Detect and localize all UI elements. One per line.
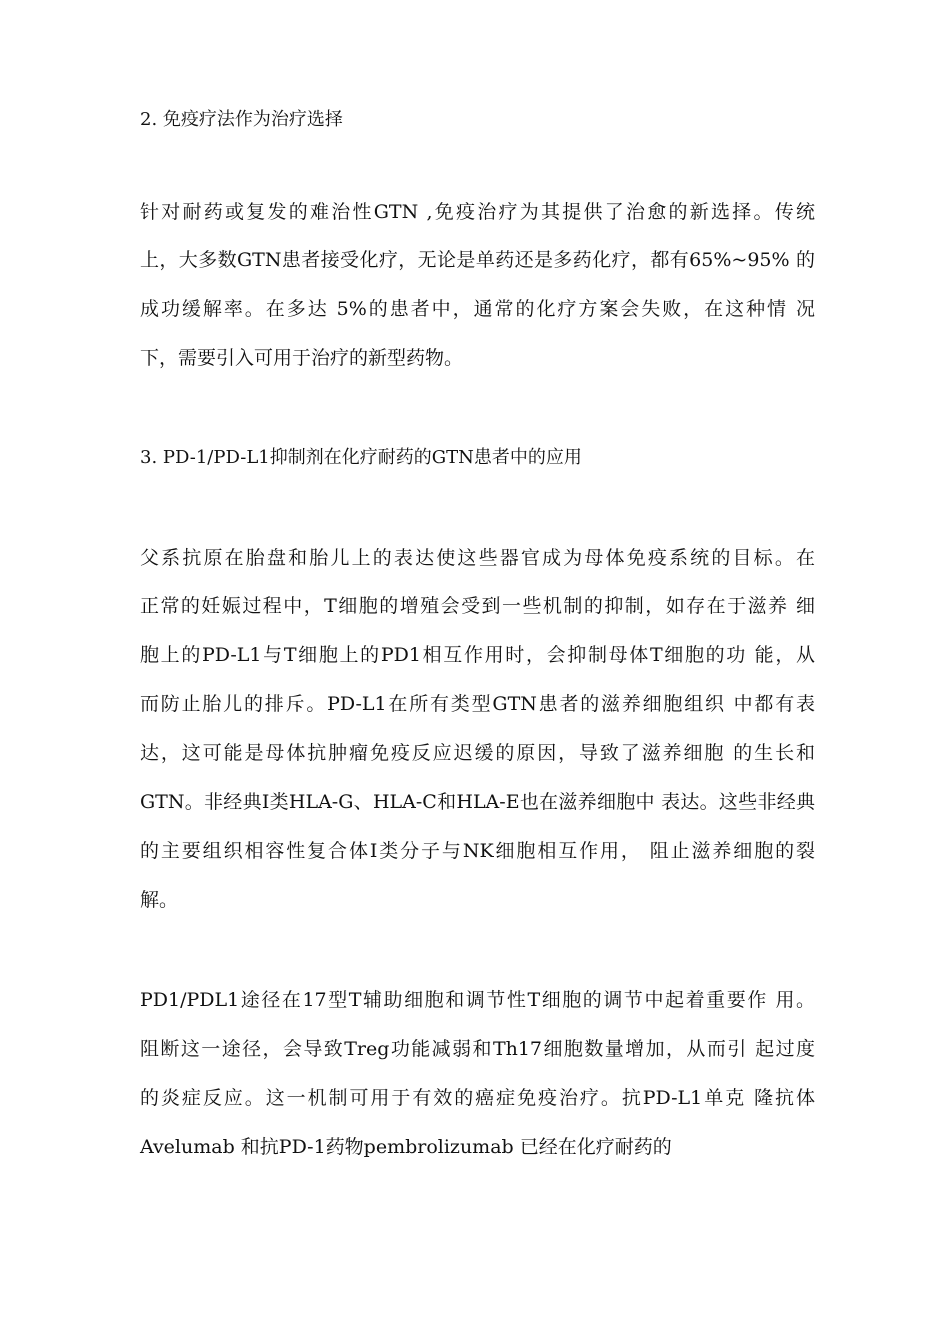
paragraph-line: 成功缓解率。在多达 5%的患者中，通常的化疗方案会失败，在这种情 况	[140, 298, 815, 320]
paragraph-line: 正常的妊娠过程中，T细胞的增殖会受到一些机制的抑制，如存在于滋养 细	[140, 595, 815, 617]
section-2-heading: 2. 免疫疗法作为治疗选择	[140, 109, 343, 130]
paragraph-line: 下，需要引入可用于治疗的新型药物。	[140, 347, 464, 369]
paragraph-line: 而防止胎儿的排斥。PD-L1在所有类型GTN患者的滋养细胞组织 中都有表	[140, 693, 815, 715]
paragraph-line: 达，这可能是母体抗肿瘤免疫反应迟缓的原因，导致了滋养细胞 的生长和	[140, 742, 815, 764]
paragraph-line: PD1/PDL1途径在17型T辅助细胞和调节性T细胞的调节中起着重要作 用。	[140, 989, 815, 1011]
paragraph-line: Avelumab 和抗PD-1药物pembrolizumab 已经在化疗耐药的	[140, 1136, 672, 1158]
paragraph-line: 解。	[140, 889, 179, 911]
paragraph-line: 阻断这一途径，会导致Treg功能减弱和Th17细胞数量增加，从而引 起过度	[140, 1038, 815, 1060]
paragraph-line: 胞上的PD-L1与T细胞上的PD1相互作用时，会抑制母体T细胞的功 能，从	[140, 644, 815, 666]
paragraph-line: 的主要组织相容性复合体I类分子与NK细胞相互作用， 阻止滋养细胞的裂	[140, 840, 815, 862]
paragraph-line: 针对耐药或复发的难治性GTN ,免疫治疗为其提供了治愈的新选择。传统	[140, 201, 815, 223]
paragraph-line: 上，大多数GTN患者接受化疗，无论是单药还是多药化疗，都有65%~95% 的	[140, 249, 815, 271]
section-3-heading: 3. PD-1/PD-L1抑制剂在化疗耐药的GTN患者中的应用	[140, 447, 582, 468]
paragraph-line: 父系抗原在胎盘和胎儿上的表达使这些器官成为母体免疫系统的目标。在	[140, 547, 815, 569]
paragraph-line: GTN。非经典I类HLA-G、HLA-C和HLA-E也在滋养细胞中 表达。这些非经典	[140, 791, 815, 813]
paragraph-line: 的炎症反应。这一机制可用于有效的癌症免疫治疗。抗PD-L1单克 隆抗体	[140, 1087, 815, 1109]
